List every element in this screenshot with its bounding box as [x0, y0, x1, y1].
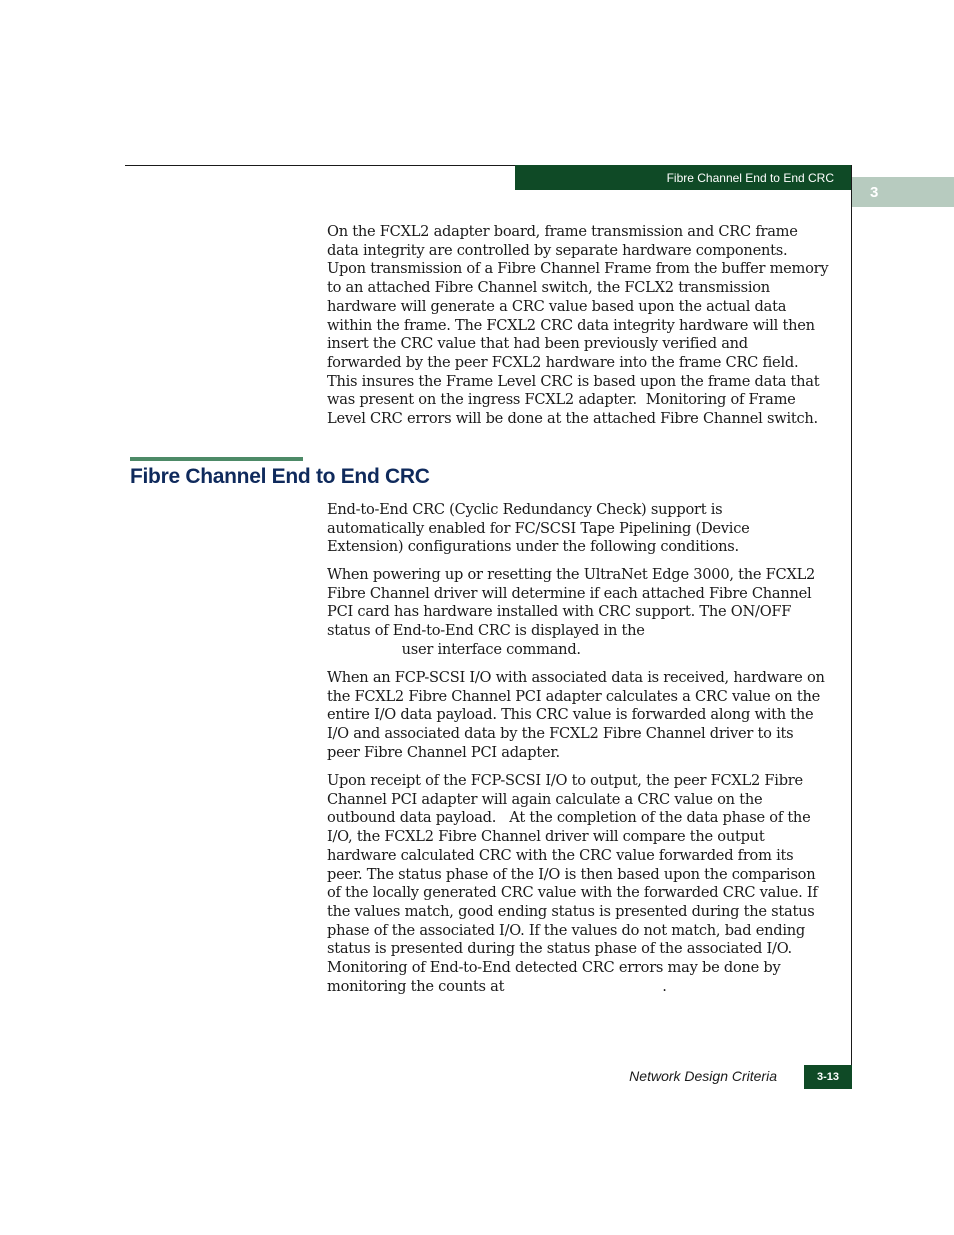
- text-line: PCI card has hardware installed with CRC support. The ON/OFF: [327, 603, 792, 621]
- text-line: peer Fibre Channel PCI adapter.: [327, 743, 560, 761]
- text-line: peer. The status phase of the I/O is then based upon the comparison: [327, 865, 816, 883]
- text-line: within the frame. The FCXL2 CRC data integrity hardware will then: [327, 316, 815, 334]
- section-heading-rule: [130, 457, 303, 461]
- text-line: automatically enabled for FC/SCSI Tape Pipelining (Device: [327, 519, 750, 537]
- text-line: Upon receipt of the FCP-SCSI I/O to output, the peer FCXL2 Fibre: [327, 772, 803, 789]
- text-line: status is presented during the status phase of the associated I/O.: [327, 940, 792, 958]
- text-line: Extension) configurations under the following conditions.: [327, 538, 739, 556]
- text-line: forwarded by the peer FCXL2 hardware into the frame CRC field.: [327, 353, 799, 371]
- text-line: to an attached Fibre Channel switch, the FCLX2 transmission: [327, 279, 770, 297]
- running-header: [515, 165, 852, 190]
- section-paragraph-3: [327, 669, 825, 763]
- text-line: was present on the ingress FCXL2 adapter. Monitoring of Frame: [327, 391, 796, 409]
- text-line: hardware calculated CRC with the CRC value forwarded from its: [327, 846, 794, 864]
- margin-rule: [851, 165, 852, 1089]
- page-number: 3-13: [816, 1071, 840, 1083]
- text-line: On the FCXL2 adapter board, frame transmission and CRC frame: [327, 223, 798, 240]
- text-line: user interface command.: [327, 640, 581, 658]
- chapter-number: 3: [870, 183, 879, 201]
- text-line: insert the CRC value that had been previously verified and: [327, 335, 748, 353]
- text-line: When powering up or resetting the UltraNet Edge 3000, the FCXL2: [327, 566, 816, 583]
- text-line: hardware will generate a CRC value based upon the actual data: [327, 297, 787, 315]
- text-line: Monitoring of End-to-End detected CRC errors may be done by: [327, 959, 781, 977]
- text-line: I/O and associated data by the FCXL2 Fibre Channel driver to its: [327, 725, 794, 743]
- section-paragraph-1: [327, 501, 807, 557]
- text-line: I/O, the FCXL2 Fibre Channel driver will compare the output: [327, 828, 765, 846]
- text-line: End-to-End CRC (Cyclic Redundancy Check) support is: [327, 501, 723, 518]
- text-line: Level CRC errors will be done at the attached Fibre Channel switch.: [327, 410, 818, 428]
- text-line: of the locally generated CRC value with the forwarded CRC value. If: [327, 884, 818, 902]
- section-paragraph-4: [327, 772, 818, 996]
- text-line: phase of the associated I/O. If the values do not match, bad ending: [327, 921, 806, 939]
- text-line: status of End-to-End CRC is displayed in the: [327, 622, 645, 640]
- text-line: Channel PCI adapter will again calculate a CRC value on the: [327, 790, 763, 808]
- text-line: When an FCP-SCSI I/O with associated data is received, hardware on: [327, 669, 825, 686]
- text-line: outbound data payload. At the completion of the data phase of the: [327, 809, 811, 827]
- intro-paragraph: [327, 223, 829, 429]
- text-line: Upon transmission of a Fibre Channel Frame from the buffer memory: [327, 260, 829, 278]
- text-line: monitoring the counts at .: [327, 977, 667, 995]
- text-line: entire I/O data payload. This CRC value is forwarded along with the: [327, 706, 814, 724]
- section-paragraph-2: [327, 566, 816, 660]
- text-line: Fibre Channel driver will determine if each attached Fibre Channel: [327, 584, 812, 602]
- text-line: This insures the Frame Level CRC is based upon the frame data that: [327, 372, 820, 390]
- chapter-tab: [852, 177, 954, 207]
- section-heading: Fibre Channel End to End CRC: [130, 465, 430, 488]
- page-number-box: [804, 1065, 852, 1089]
- footer-book-title: Network Design Criteria: [629, 1068, 777, 1084]
- text-line: the values match, good ending status is presented during the status: [327, 902, 815, 920]
- text-line: the FCXL2 Fibre Channel PCI adapter calculates a CRC value on the: [327, 687, 820, 705]
- running-header-title: Fibre Channel End to End CRC: [666, 170, 834, 185]
- text-line: data integrity are controlled by separate hardware components.: [327, 241, 788, 259]
